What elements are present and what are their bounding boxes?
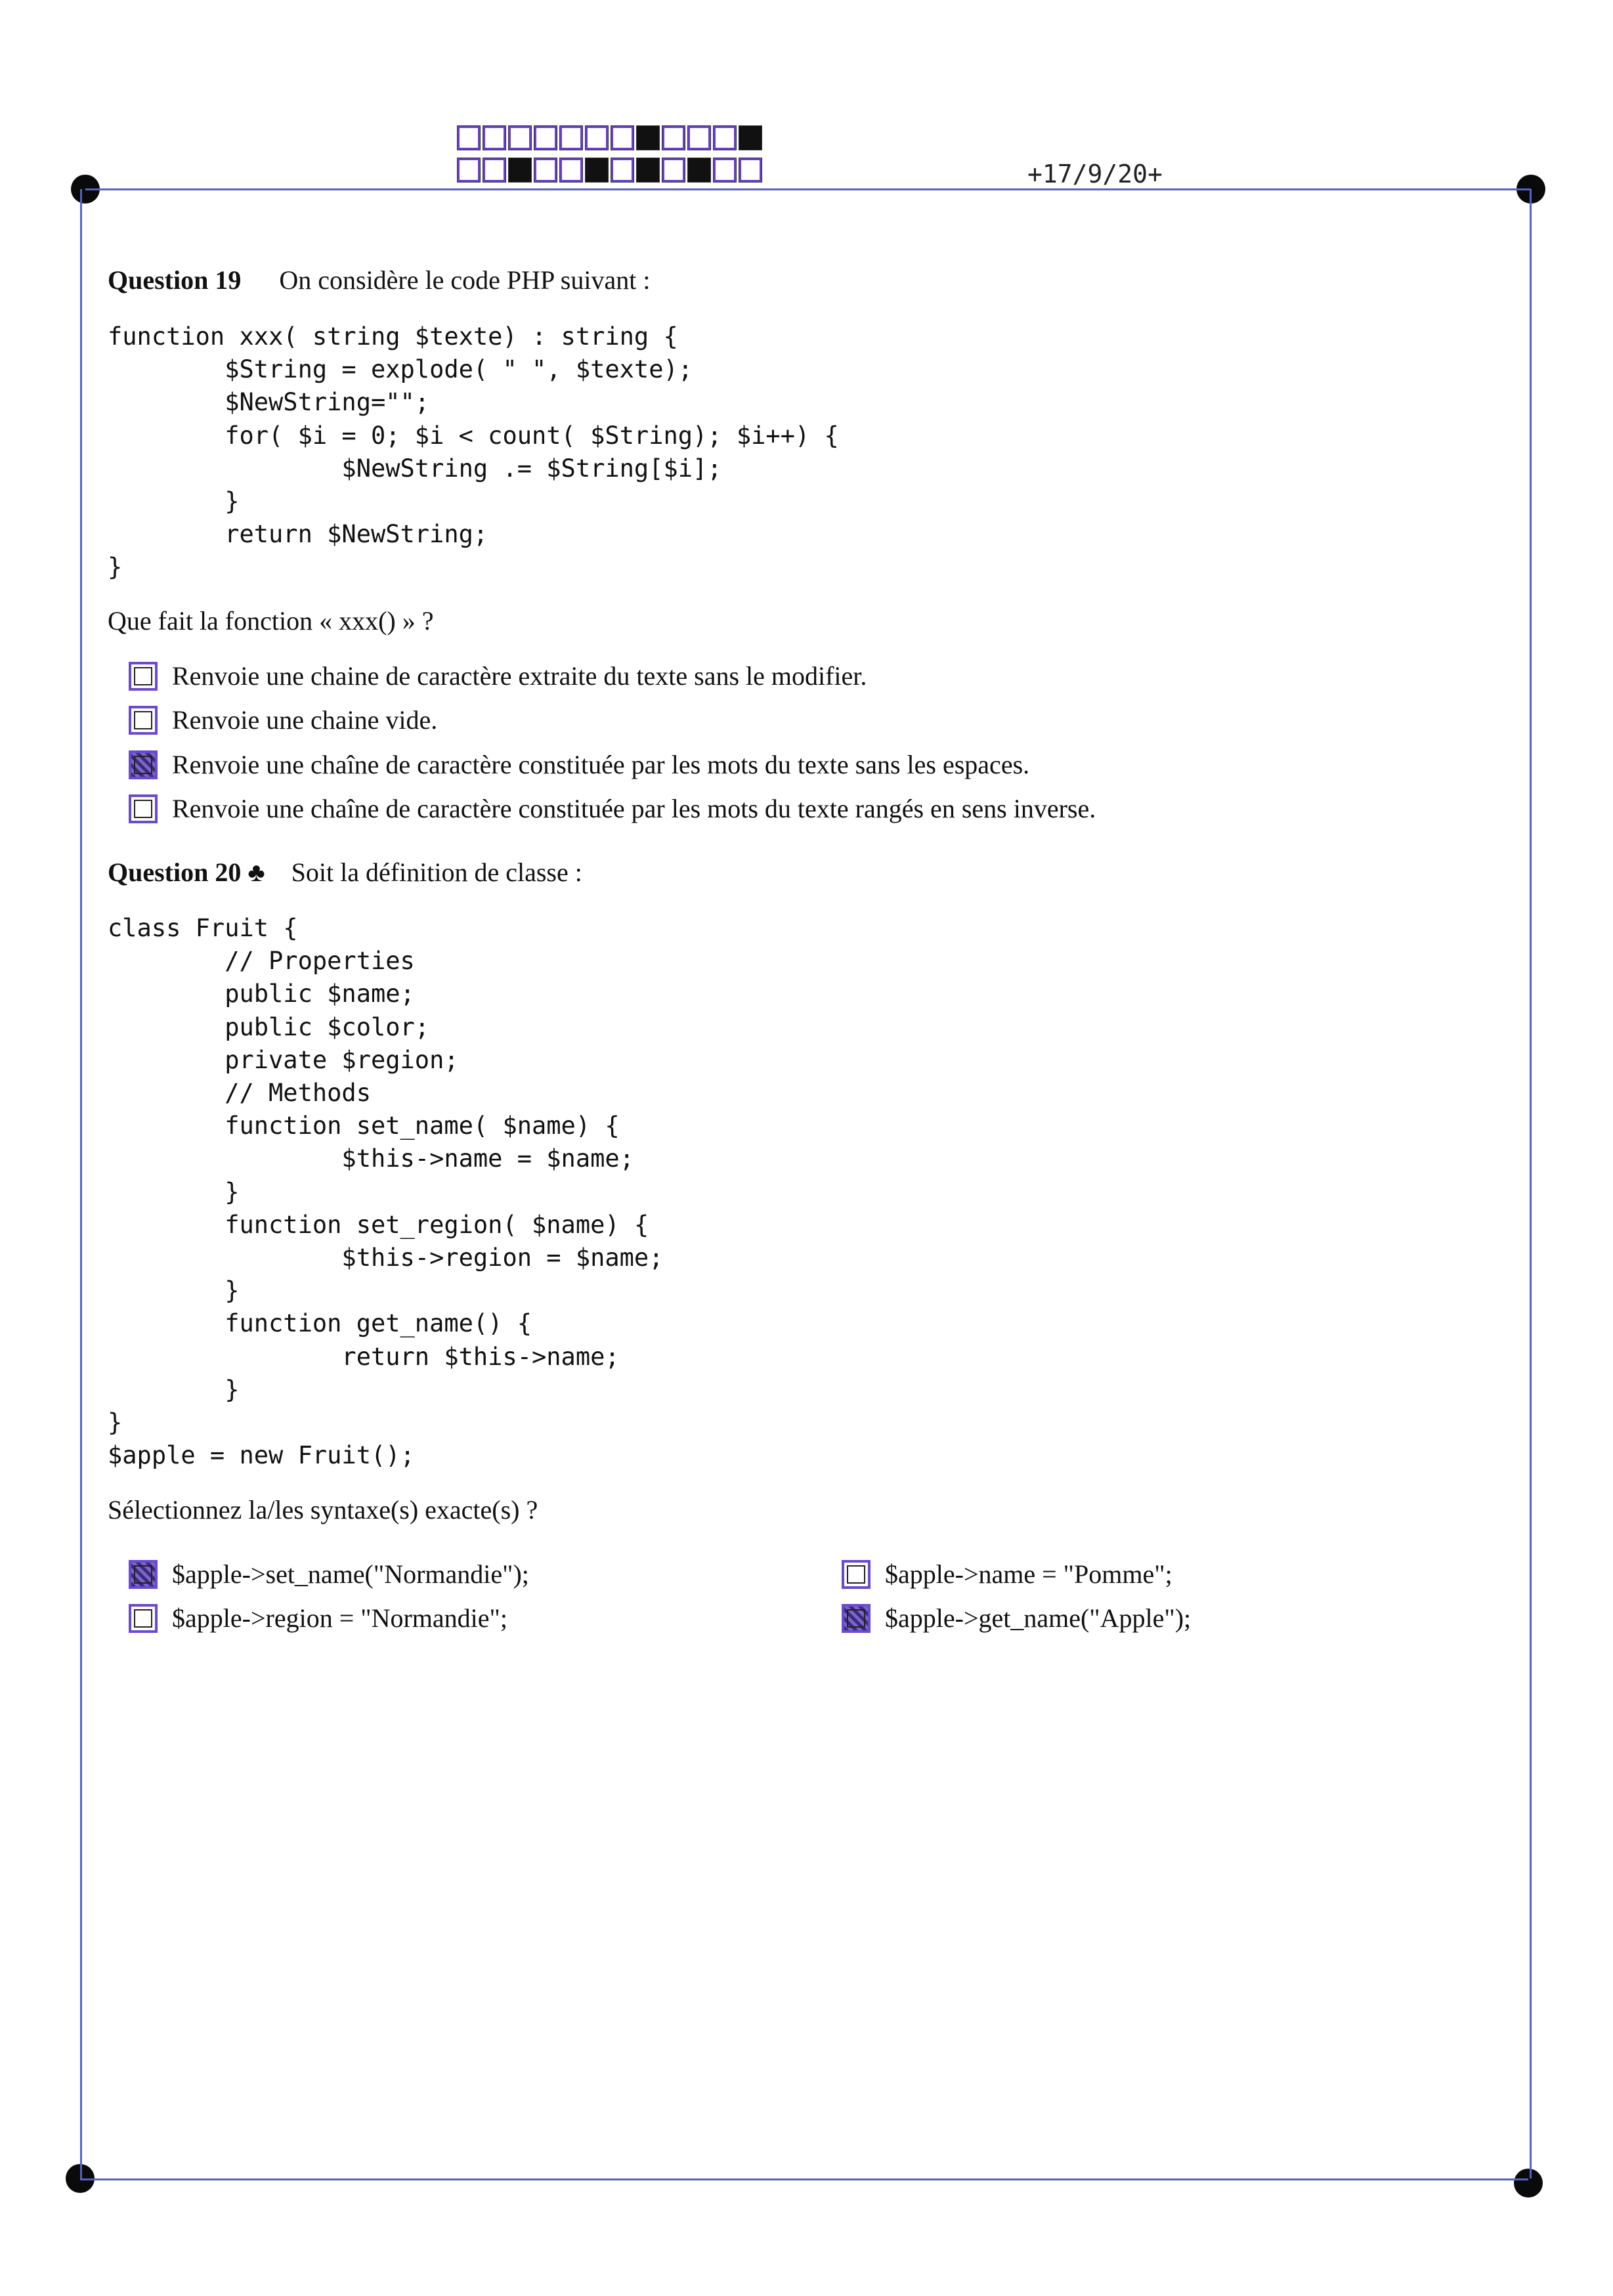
id-cell-filled <box>688 158 710 182</box>
frame-right <box>1530 189 1532 2178</box>
code-line: return $NewString; <box>108 520 488 549</box>
id-cell-empty <box>739 158 762 182</box>
question-20-label: Question 20 ♣ <box>108 857 265 887</box>
id-cell-empty <box>586 126 608 150</box>
code-line: } <box>108 553 123 582</box>
id-cell-empty <box>458 158 480 182</box>
id-cell-empty <box>714 158 736 182</box>
checkbox-checked[interactable] <box>129 750 158 779</box>
code-line: // Methods <box>108 1079 371 1108</box>
frame-top <box>85 188 1531 190</box>
question-19-intro: On considère le code PHP suivant : <box>279 265 651 295</box>
q19-choice[interactable] <box>129 793 1096 824</box>
id-cell-empty <box>688 126 710 150</box>
choice-label: Renvoie une chaine vide. <box>172 705 438 735</box>
checkbox[interactable] <box>129 1604 158 1633</box>
checkbox-checked[interactable] <box>129 1560 158 1589</box>
q20-choice[interactable] <box>129 1559 529 1590</box>
q19-choice[interactable] <box>129 749 1029 780</box>
page-id: +17/9/20+ <box>1027 160 1163 188</box>
checkbox[interactable] <box>129 662 158 691</box>
code-line: } <box>108 487 240 516</box>
checkbox[interactable] <box>129 706 158 735</box>
code-line: public $color; <box>108 1012 430 1041</box>
code-line: function xxx( string $texte) : string { <box>108 322 678 351</box>
choice-label: $apple->region = "Normandie"; <box>172 1603 507 1633</box>
q20-choice[interactable] <box>842 1559 1172 1590</box>
frame-left <box>80 189 82 2178</box>
code-line: $apple = new Fruit(); <box>108 1441 415 1470</box>
id-cell-filled <box>586 158 608 182</box>
code-line: for( $i = 0; $i < count( $String); $i++) { <box>108 421 839 450</box>
id-cell-empty <box>483 126 505 150</box>
question-19-header <box>108 265 650 295</box>
code-line: $this->region = $name; <box>108 1244 664 1272</box>
id-cell-empty <box>611 158 634 182</box>
choice-label: $apple->get_name("Apple"); <box>885 1603 1192 1633</box>
id-cell-empty <box>662 126 685 150</box>
code-line: public $name; <box>108 980 415 1008</box>
id-cell-empty <box>662 158 685 182</box>
id-cell-filled <box>739 126 762 150</box>
q20-choice[interactable] <box>842 1603 1191 1634</box>
q20-choice[interactable] <box>129 1603 507 1634</box>
id-code-row-1 <box>458 126 765 150</box>
code-line: class Fruit { <box>108 914 298 942</box>
code-line: function set_region( $name) { <box>108 1210 649 1239</box>
code-line: // Properties <box>108 947 415 976</box>
question-19-code <box>108 320 839 584</box>
choice-label: $apple->set_name("Normandie"); <box>172 1559 529 1589</box>
id-cell-empty <box>560 126 582 150</box>
code-line: return $this->name; <box>108 1342 620 1371</box>
q19-choice[interactable] <box>129 661 867 691</box>
code-line: function get_name() { <box>108 1309 532 1338</box>
choice-label: $apple->name = "Pomme"; <box>885 1559 1172 1589</box>
id-cell-empty <box>714 126 736 150</box>
choice-label: Renvoie une chaîne de caractère constituée par les mots du texte sans les espaces. <box>172 750 1030 779</box>
id-cell-empty <box>483 158 505 182</box>
question-20-intro: Soit la définition de classe : <box>291 857 582 887</box>
code-line: } <box>108 1375 240 1404</box>
code-line: $NewString .= $String[$i]; <box>108 454 722 483</box>
code-line: $this->name = $name; <box>108 1144 634 1173</box>
question-19-label: Question 19 <box>108 265 242 295</box>
code-line: } <box>108 1408 123 1437</box>
checkbox[interactable] <box>842 1560 871 1589</box>
choice-label: Renvoie une chaîne de caractère constituée par les mots du texte rangés en sens inverse. <box>172 794 1096 823</box>
id-cell-filled <box>637 126 659 150</box>
choice-label: Renvoie une chaine de caractère extraite du texte sans le modifier. <box>172 661 867 691</box>
id-cell-filled <box>637 158 659 182</box>
checkbox[interactable] <box>129 794 158 823</box>
checkbox-checked[interactable] <box>842 1604 871 1633</box>
code-line: $String = explode( " ", $texte); <box>108 355 693 384</box>
id-cell-empty <box>509 126 531 150</box>
id-cell-filled <box>509 158 531 182</box>
code-line: function set_name( $name) { <box>108 1112 620 1140</box>
question-19-prompt: Que fait la fonction « xxx() » ? <box>108 606 434 636</box>
code-line: $NewString=""; <box>108 388 430 417</box>
id-cell-empty <box>611 126 634 150</box>
id-cell-empty <box>534 126 557 150</box>
id-cell-empty <box>560 158 582 182</box>
code-line: } <box>108 1177 240 1206</box>
question-20-prompt: Sélectionnez la/les syntaxe(s) exacte(s) ? <box>108 1495 538 1525</box>
id-cell-empty <box>458 126 480 150</box>
frame-bottom <box>80 2178 1528 2180</box>
corner-mark-bottom-right <box>1514 2169 1543 2198</box>
question-20-code <box>108 912 663 1472</box>
code-line: private $region; <box>108 1045 459 1074</box>
code-line: } <box>108 1276 240 1305</box>
id-code-row-2 <box>458 158 765 182</box>
q19-choice[interactable] <box>129 704 437 735</box>
id-cell-empty <box>534 158 557 182</box>
question-20-header <box>108 857 582 888</box>
